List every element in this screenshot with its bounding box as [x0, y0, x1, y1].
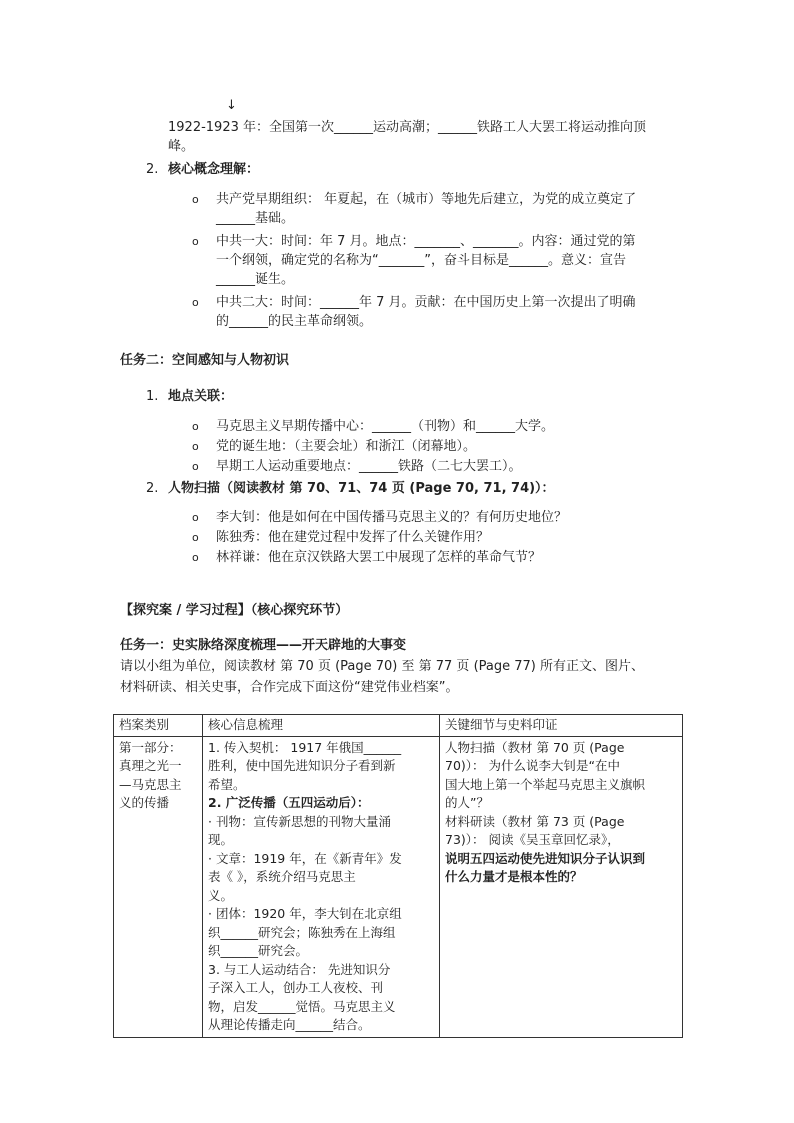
list-number: 2.: [146, 481, 159, 496]
cell-text: 第一部分：: [119, 739, 182, 755]
cell-text: 从理论传播走向______结合。: [208, 1017, 371, 1032]
subsection-heading: 地点关联：: [168, 389, 234, 404]
cell-text: · 文章：1919 年，在《新青年》发: [208, 850, 402, 866]
circle-bullet-icon: o: [192, 420, 199, 433]
list-item-text: 一个纲领，确定党的名称为“_______”，奋斗目标是______。意义：宣告: [216, 253, 626, 268]
text-line: 峰。: [168, 139, 195, 154]
detail-cell: [440, 736, 683, 1037]
cell-text: 织______研究会；陈独秀在上海组: [208, 924, 396, 940]
list-item-text: 早期工人运动重要地点：______铁路（二七大罢工）。: [216, 459, 522, 474]
cell-text: 1. 传入契机： 1917 年俄国______: [208, 739, 402, 755]
circle-bullet-icon: o: [192, 440, 199, 453]
cell-text: 人物扫描（教材 第 70 页 (Page: [445, 739, 625, 755]
column-header: 核心信息梳理: [203, 715, 440, 737]
cell-text: 表《 》，系统介绍马克思主: [208, 869, 356, 884]
cell-text: 真理之光一: [119, 758, 182, 773]
list-item-text: 共产党早期组织： 年夏起，在（城市）等地先后建立，为党的成立奠定了: [216, 192, 637, 207]
column-header: 关键细节与史料印证: [440, 715, 683, 737]
core-info-cell: [203, 736, 440, 1037]
circle-bullet-icon: o: [192, 460, 199, 473]
cell-text: —马克思主: [119, 776, 182, 792]
circle-bullet-icon: o: [192, 531, 199, 544]
list-item-text: 马克思主义早期传播中心：______（刊物）和______大学。: [216, 419, 555, 434]
list-number: 2.: [146, 162, 159, 177]
text-line: 1922-1923 年：全国第一次______运动高潮；______铁路工人大罢工将运动推向顶: [168, 120, 646, 135]
list-item-text: 中共二大：时间：______年 7 月。贡献：在中国历史上第一次提出了明确: [216, 295, 636, 310]
task-title: 任务二：空间感知与人物初识: [120, 353, 290, 368]
list-item-text: 党的诞生地：（主要会址）和浙江（闭幕地）。: [216, 439, 477, 454]
cell-text: 子深入工人，创办工人夜校、刊: [208, 980, 384, 995]
intro-text: 请以小组为单位，阅读教材 第 70 页 (Page 70) 至 第 77 页 (Page 77) 所有正文、图片、: [120, 659, 644, 674]
cell-text: 希望。: [208, 776, 246, 792]
list-item-text: 林祥谦：他在京汉铁路大罢工中展现了怎样的革命气节？: [216, 550, 542, 565]
section-header: 【探究案 / 学习过程】（核心探究环节）: [120, 603, 349, 618]
cell-text: · 刊物：宣传新思想的刊物大量涌: [208, 813, 391, 829]
circle-bullet-icon: o: [192, 511, 199, 524]
cell-text: 70)）： 为什么说李大钊是“在中: [445, 758, 620, 773]
cell-text: 织______研究会。: [208, 943, 309, 958]
task-title: 任务一：史实脉络深度梳理——开天辟地的大事变: [120, 638, 407, 653]
cell-text: 国大地上第一个举起马克思主义旗帜: [445, 776, 646, 792]
circle-bullet-icon: o: [192, 235, 199, 248]
list-item-text: 的______的民主革命纲领。: [216, 314, 373, 329]
list-item-text: ______诞生。: [216, 272, 295, 287]
cell-text: 材料研读（教材 第 73 页 (Page: [445, 813, 625, 829]
intro-text: 材料研读、相关史事，合作完成下面这份“建党伟业档案”。: [120, 680, 459, 695]
section-heading: 核心概念理解：: [168, 162, 260, 177]
cell-text: 2. 广泛传播（五四运动后）：: [208, 795, 370, 810]
cell-text: 73)）： 阅读《吴玉章回忆录》，: [445, 832, 620, 847]
list-number: 1.: [146, 389, 159, 404]
cell-text: 的人”？: [445, 795, 489, 810]
cell-text: 什么力量才是根本性的？: [445, 869, 583, 884]
list-item-text: ______基础。: [216, 211, 295, 226]
cell-text: 义的传播: [119, 795, 170, 810]
cell-text: 3. 与工人运动结合： 先进知识分: [208, 961, 391, 977]
list-item-text: 中共一大：时间：年 7 月。地点：_______、_______。内容：通过党的第: [216, 234, 636, 249]
cell-text: 义。: [208, 887, 234, 903]
circle-bullet-icon: o: [192, 551, 199, 564]
down-arrow-icon: ↓: [226, 98, 237, 113]
subsection-heading: 人物扫描（阅读教材 第 70、71、74 页 (Page 70, 71, 74)）：: [168, 481, 555, 496]
category-cell: [114, 736, 203, 1037]
circle-bullet-icon: o: [192, 296, 199, 309]
archive-table: [113, 714, 683, 1038]
table-row: [114, 736, 683, 1037]
column-header: 档案类别: [114, 715, 203, 737]
list-item-text: 陈独秀：他在建党过程中发挥了什么关键作用？: [216, 530, 490, 545]
cell-text: 物，启发______觉悟。马克思主义: [208, 998, 396, 1014]
cell-text: · 团体：1920 年，李大钊在北京组: [208, 906, 402, 921]
cell-text: 胜利，使中国先进知识分子看到新: [208, 758, 396, 773]
cell-text: 现。: [208, 832, 234, 847]
table-header-row: [114, 715, 683, 737]
list-item-text: 李大钊：他是如何在中国传播马克思主义的？有何历史地位？: [216, 510, 568, 525]
circle-bullet-icon: o: [192, 193, 199, 206]
cell-text: 说明五四运动使先进知识分子认识到: [445, 850, 646, 866]
